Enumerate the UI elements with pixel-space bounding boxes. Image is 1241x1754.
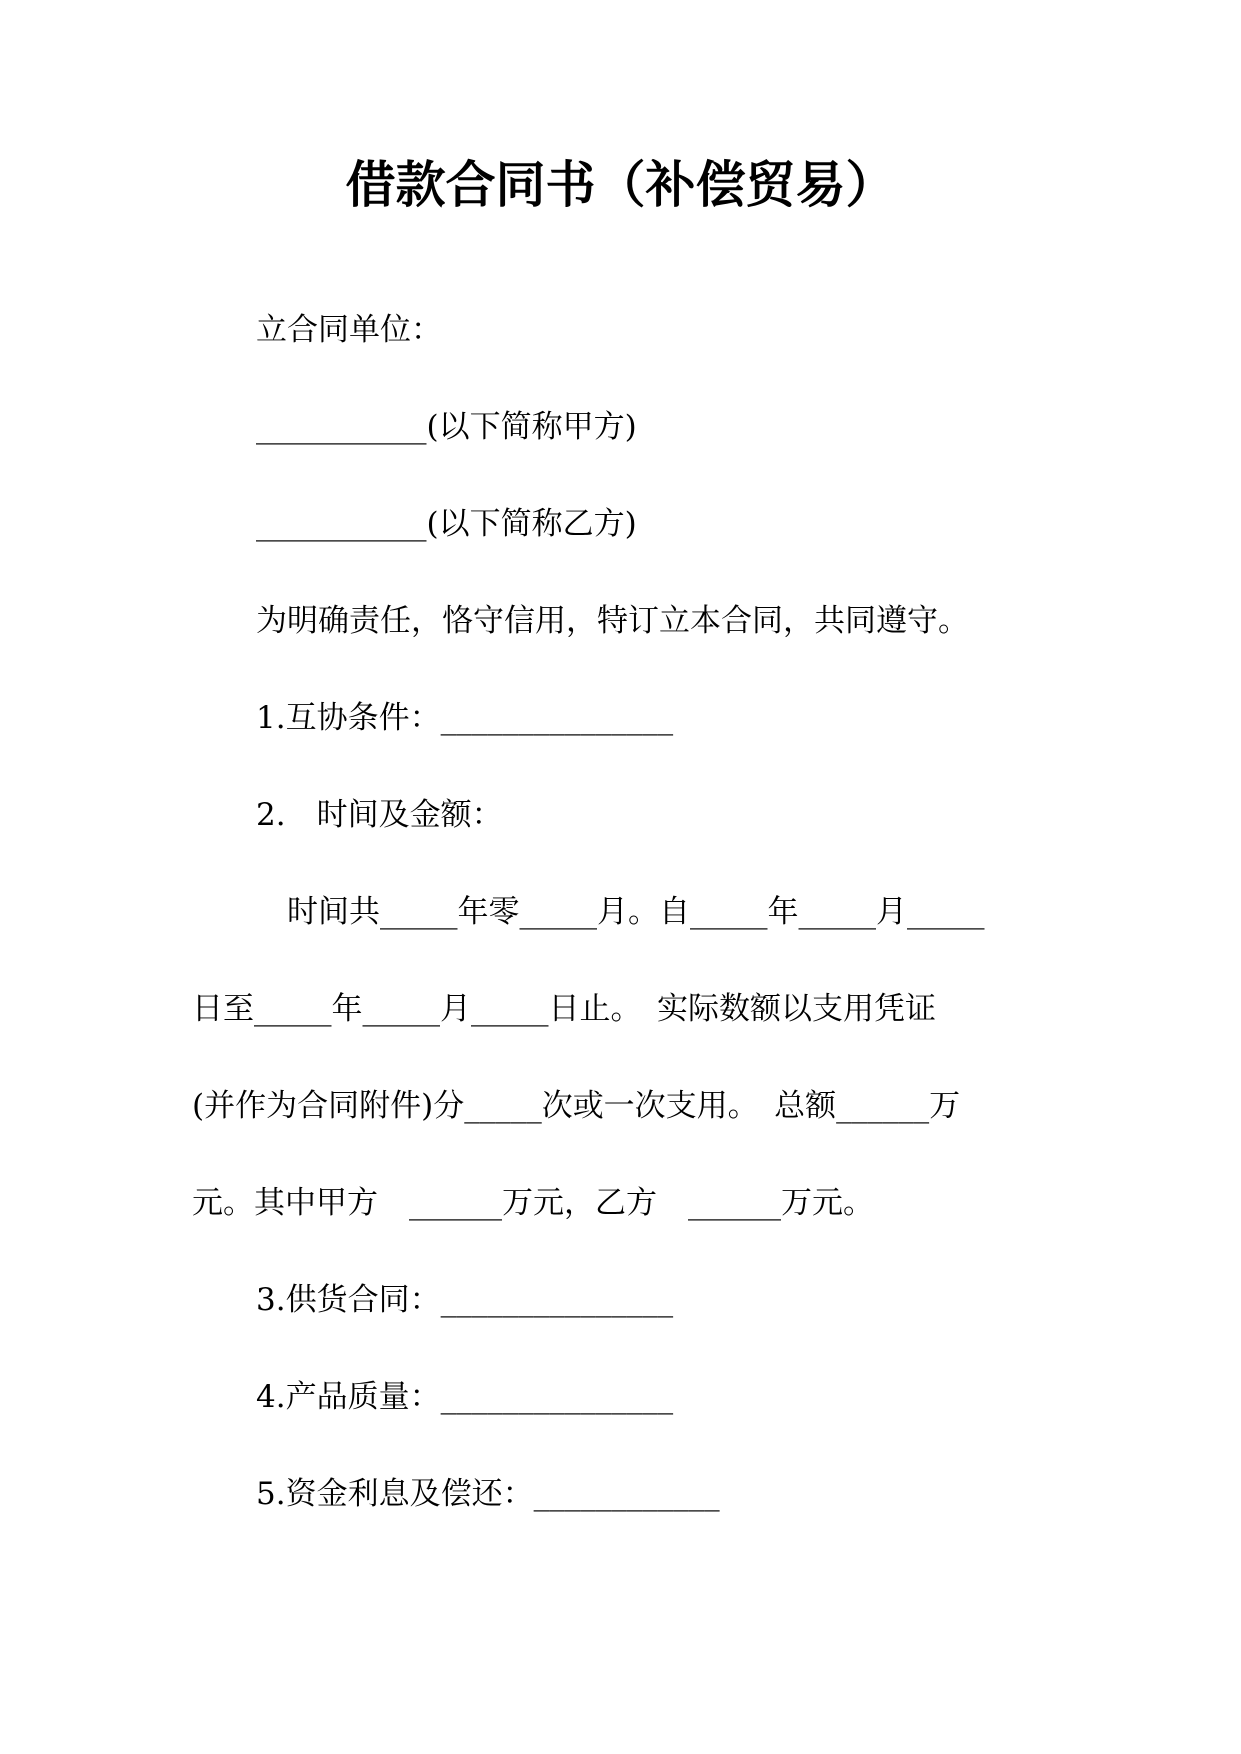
clause-2-body-line-3: (并作为合同附件)分_____次或一次支用。 总额______万 xyxy=(192,1088,961,1124)
clause-2-time-amount-heading: 2. 时间及金额： xyxy=(256,797,503,833)
party-a-line: ___________(以下简称甲方) xyxy=(256,409,637,445)
party-b-line: ___________(以下简称乙方) xyxy=(256,506,637,542)
clause-5-interest-repayment: 5.资金利息及偿还：____________ xyxy=(256,1476,720,1512)
clause-2-body-line-1: 时间共_____年零_____月。自_____年_____月_____ xyxy=(256,894,985,930)
contract-parties-label: 立合同单位： xyxy=(256,312,442,348)
clause-1-mutual-conditions: 1.互协条件：_______________ xyxy=(256,700,674,736)
preamble-paragraph: 为明确责任，恪守信用，特订立本合同，共同遵守。 xyxy=(256,603,969,639)
clause-2-body-line-4: 元。其中甲方 ______万元，乙方 ______万元。 xyxy=(192,1185,874,1221)
clause-4-product-quality: 4.产品质量：_______________ xyxy=(256,1379,674,1415)
clause-3-supply-contract: 3.供货合同：_______________ xyxy=(256,1282,674,1318)
document-title: 借款合同书（补偿贸易） xyxy=(345,156,896,214)
clause-2-body-line-2: 日至_____年_____月_____日止。 实际数额以支用凭证 xyxy=(192,991,936,1027)
